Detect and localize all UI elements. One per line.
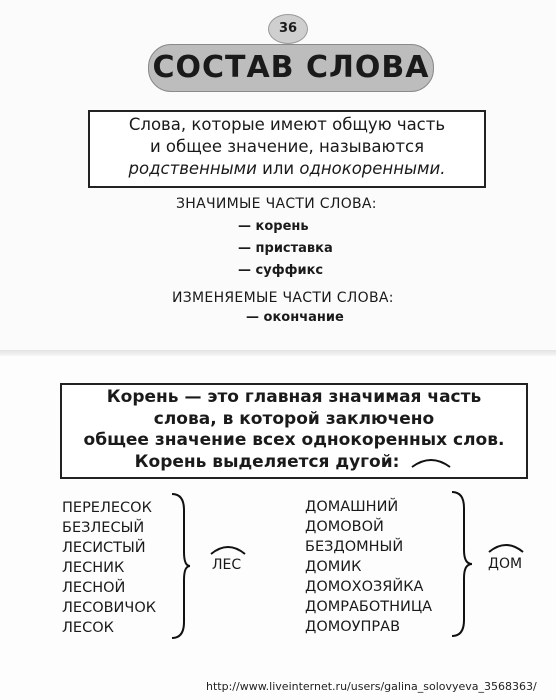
definition2-line1: Корень — это главная значимая часть xyxy=(106,387,482,407)
list-item: ЛЕСНОЙ xyxy=(62,580,126,596)
definition-related-words xyxy=(88,110,486,188)
definition-root xyxy=(60,383,528,479)
term-joiner: или xyxy=(256,159,300,178)
significant-parts-list xyxy=(238,216,333,282)
definition1-line1: Слова, которые имеют общую часть xyxy=(128,115,446,134)
part-suffix: — суффикс xyxy=(238,263,324,278)
dom-root-arc-icon xyxy=(486,540,526,554)
definition1-line2: и общее значение, называются xyxy=(149,137,425,156)
definition2-line3: общее значение всех однокоренных слов. xyxy=(83,430,505,450)
part-ending: — окончание xyxy=(246,310,344,325)
list-item: ДОМОХОЗЯЙКА xyxy=(305,579,424,595)
page-fold xyxy=(0,350,556,356)
definition2-line2: слова, в которой заключено xyxy=(153,408,435,429)
definition2-line4: Корень выделяется дугой: xyxy=(134,451,400,472)
list-item: ДОМОВОЙ xyxy=(305,519,384,535)
les-brace-icon xyxy=(168,492,192,640)
dom-word-list xyxy=(305,497,432,637)
page-number: 36 xyxy=(268,14,308,44)
term-related: родственными xyxy=(128,159,257,178)
les-word-list xyxy=(62,498,156,638)
dom-root-label: ДОМ xyxy=(488,556,523,572)
definition2-line4-wrap xyxy=(62,452,526,474)
dom-brace-icon xyxy=(448,490,474,638)
list-item: БЕЗДОМНЫЙ xyxy=(305,539,404,555)
list-item: ЛЕСОВИЧОК xyxy=(62,600,157,616)
list-item: ДОМАШНИЙ xyxy=(305,499,399,515)
les-root-arc-icon xyxy=(208,542,248,556)
part-root: — корень xyxy=(238,219,309,234)
significant-parts-title: ЗНАЧИМЫЕ ЧАСТИ СЛОВА: xyxy=(176,196,377,212)
source-watermark: http://www.liveinternet.ru/users/galina_solovyeva_3568363/ xyxy=(206,680,537,693)
list-item: БЕЗЛЕСЫЙ xyxy=(62,520,145,536)
list-item: ДОМОУПРАВ xyxy=(305,619,401,635)
list-item: ЛЕСОК xyxy=(62,620,114,636)
list-item: ЛЕСИСТЫЙ xyxy=(62,540,146,556)
definition1-line3 xyxy=(90,158,484,180)
list-item: ЛЕСНИК xyxy=(62,560,125,576)
list-item: ПЕРЕЛЕСОК xyxy=(62,500,152,516)
root-arc-icon xyxy=(409,455,453,469)
part-prefix: — приставка xyxy=(238,241,333,256)
page-title: СОСТАВ СЛОВА xyxy=(148,44,434,92)
term-same-root: однокоренными. xyxy=(299,159,446,178)
list-item: ДОМРАБОТНИЦА xyxy=(305,599,433,615)
changeable-parts-title: ИЗМЕНЯЕМЫЕ ЧАСТИ СЛОВА: xyxy=(172,290,394,306)
list-item: ДОМИК xyxy=(305,559,362,575)
les-root-label: ЛЕС xyxy=(212,557,242,573)
